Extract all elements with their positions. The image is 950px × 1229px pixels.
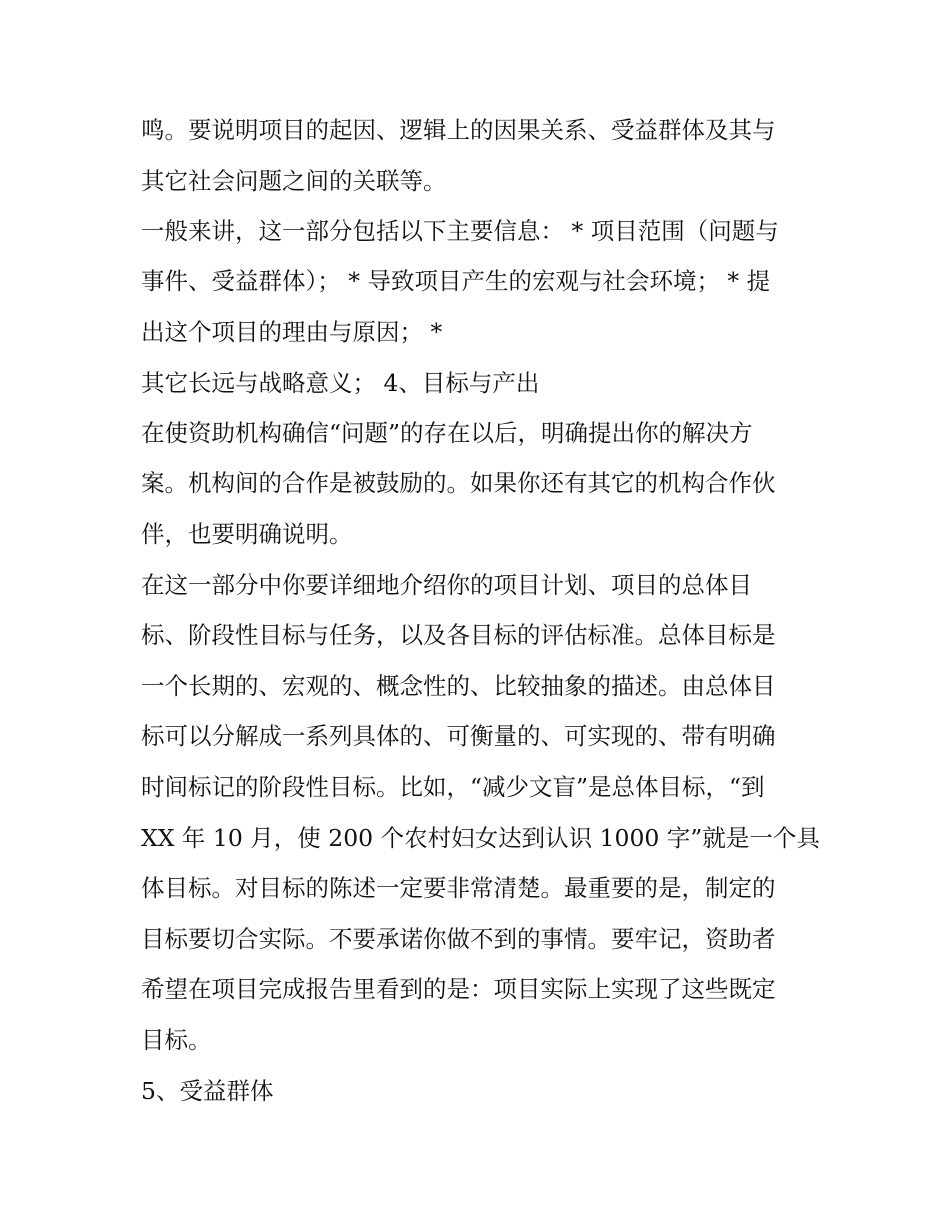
text-line: 在这一部分中你要详细地介绍你的项目计划、项目的总体目 <box>141 571 752 599</box>
text-line: 出这个项目的理由与原因； * <box>141 318 443 346</box>
text-line: 时间标记的阶段性目标。比如，“减少文盲”是总体目标，“到 <box>141 773 765 801</box>
text-line: 事件、受益群体）； * 导致项目产生的宏观与社会环境； * 提 <box>141 267 771 295</box>
text-line: 体目标。对目标的陈述一定要非常清楚。最重要的是，制定的 <box>141 874 776 902</box>
text-line: 标、阶段性目标与任务，以及各目标的评估标准。总体目标是 <box>141 621 776 649</box>
text-line: 案。机构间的合作是被鼓励的。如果你还有其它的机构合作伙 <box>141 469 776 497</box>
text-line: 伴，也要明确说明。 <box>141 520 353 548</box>
text-line: 其它社会问题之间的关联等。 <box>141 167 447 195</box>
text-line: 一般来讲，这一部分包括以下主要信息： * 项目范围（问题与 <box>141 217 779 245</box>
text-line: XX 年 10 月，使 200 个农村妇女达到认识 1000 字”就是一个具 <box>141 824 820 852</box>
text-line: 一个长期的、宏观的、概念性的、比较抽象的描述。由总体目 <box>141 672 776 700</box>
text-line: 在使资助机构确信“问题”的存在以后，明确提出你的解决方 <box>141 419 753 447</box>
text-line: 希望在项目完成报告里看到的是：项目实际上实现了这些既定 <box>141 975 776 1003</box>
text-line: 目标要切合实际。不要承诺你做不到的事情。要牢记，资助者 <box>141 925 776 953</box>
text-line: 其它长远与战略意义； 4、目标与产出 <box>141 369 540 397</box>
section-heading: 5、受益群体 <box>141 1077 274 1105</box>
text-line: 目标。 <box>141 1026 212 1054</box>
text-line: 鸣。要说明项目的起因、逻辑上的因果关系、受益群体及其与 <box>141 116 776 144</box>
text-line: 标可以分解成一系列具体的、可衡量的、可实现的、带有明确 <box>141 722 776 750</box>
